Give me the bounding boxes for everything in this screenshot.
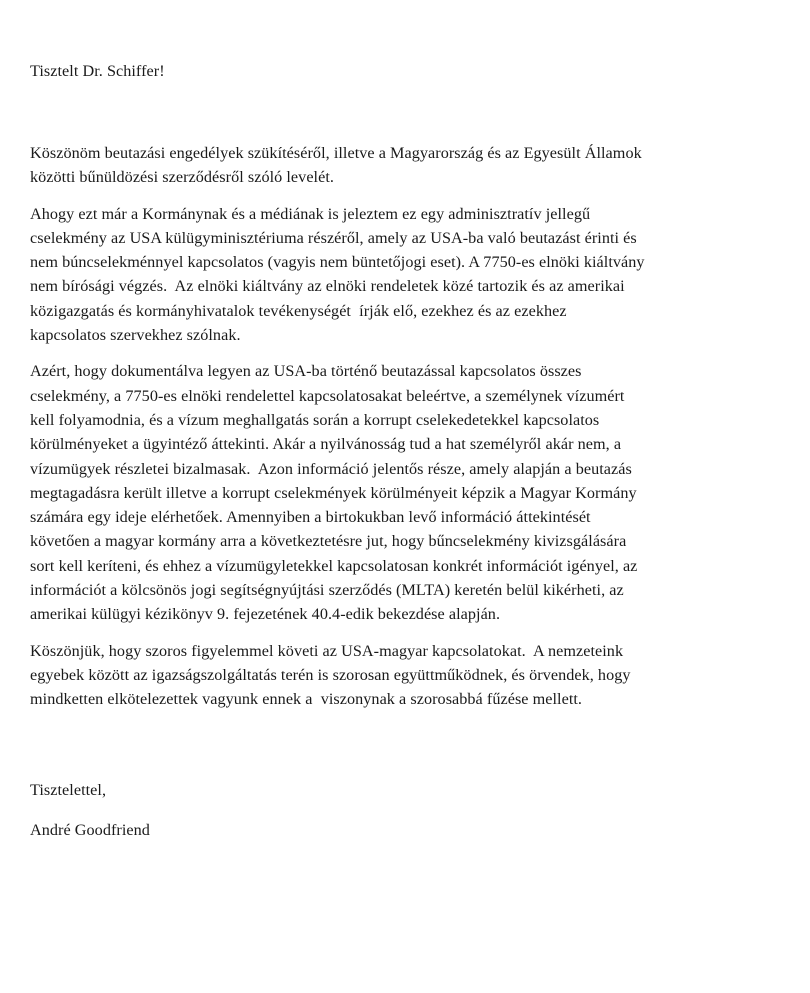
text-line: egyebek között az igazságszolgáltatás terén is szorosan együttműködnek, és örvendek, hogy: [30, 665, 631, 684]
text-line: mindketten elkötelezettek vagyunk ennek a viszonynak a szorosabbá fűzése mellett.: [30, 690, 583, 709]
text-line: cselekmény az USA külügyminisztériuma részéről, amely az USA-ba való beutazást érinti és: [30, 228, 637, 247]
text-line: sort kell keríteni, és ehhez a vízumügyletekkel kapcsolatosan konkrét információt igényel, az: [30, 556, 638, 575]
paragraph-1: [30, 141, 790, 190]
text-line: információt a kölcsönös jogi segítségnyújtási szerződés (MLTA) keretén belül kikérheti, az: [30, 581, 624, 600]
text-line: megtagadásra került illetve a korrupt cselekmények körülményeit képzik a Magyar Kormány: [30, 483, 637, 502]
text-line: amerikai külügyi kézikönyv 9. fejezetének 40.4-edik bekezdése alapján.: [30, 605, 501, 624]
text-line: közigazgatás és kormányhivatalok tevékenységét írják elő, ezekhez és az ezekhez: [30, 301, 567, 320]
letter-body: [30, 141, 790, 712]
letter: [30, 58, 790, 858]
text-line: Ahogy ezt már a Kormánynak és a médiának is jeleztem ez egy adminisztratív jellegű: [30, 204, 591, 223]
closing: Tisztelettel,: [30, 780, 107, 799]
text-line: Azért, hogy dokumentálva legyen az USA-ba történő beutazással kapcsolatos összes: [30, 362, 582, 381]
text-line: Köszönöm beutazási engedélyek szükítéséről, illetve a Magyarország és az Egyesült Államok: [30, 144, 642, 162]
text-line: nem búncselekménnyel kapcsolatos (vagyis nem büntetőjogi eset). A 7750-es elnöki kiáltvány: [30, 253, 645, 272]
salutation: Tisztelt Dr. Schiffer!: [30, 62, 165, 80]
text-line: Köszönjük, hogy szoros figyelemmel követi az USA-magyar kapcsolatokat. A nemzeteink: [30, 641, 624, 660]
text-line: körülményeket a ügyintéző áttekinti. Akár a nyilvánosság tud a hat személyről akár nem, a: [30, 435, 622, 454]
signature: André Goodfriend: [30, 820, 150, 839]
text-line: kapcsolatos szervekhez szólnak.: [30, 326, 241, 345]
text-line: nem bírósági végzés. Az elnöki kiáltvány az elnöki rendeletek közé tartozik és az amerikai: [30, 277, 625, 296]
text-line: közötti bűnüldözési szerződésről szóló levelét.: [30, 168, 334, 187]
text-line: vízumügyek részletei bizalmasak. Azon információ jelentős része, amely alapján a beutazás: [30, 459, 632, 478]
text-line: kell folyamodnia, és a vízum meghallgatás során a korrupt cselekedetekkel kapcsolatos: [30, 410, 600, 429]
paragraph-2: [30, 202, 790, 348]
text-line: követően a magyar kormány arra a következtetésre jut, hogy bűncselekmény kivizsgálására: [30, 532, 627, 551]
paragraph-3: [30, 359, 790, 626]
text-line: cselekmény, a 7750-es elnöki rendelettel kapcsolatosakat beleértve, a személynek vízumért: [30, 386, 625, 405]
paragraph-4: [30, 639, 790, 712]
text-line: számára egy ideje elérhetőek. Amennyiben a birtokukban levő információ áttekintését: [30, 508, 591, 527]
